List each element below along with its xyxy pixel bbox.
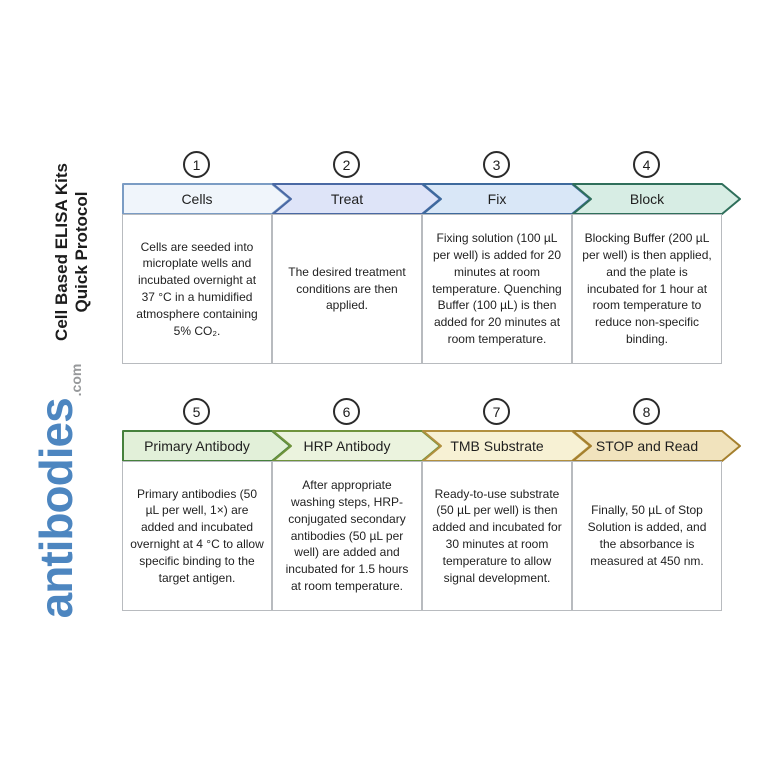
- step-description-box: [572, 214, 722, 364]
- step-number: 4: [642, 156, 651, 173]
- step-label: Block: [629, 191, 665, 207]
- step-number-circle: [333, 151, 360, 178]
- step-description-box: [122, 461, 272, 611]
- brand-suffix: .com: [68, 363, 84, 397]
- step-number-circle: [483, 151, 510, 178]
- step-number-circle: [333, 398, 360, 425]
- step-description: Cells are seeded into microplate wells and incubated overnight at 37 °C in a humidified atmosphere containing 5% CO₂.: [136, 239, 258, 338]
- step-description-box: [572, 461, 722, 611]
- step-label: Fix: [487, 191, 507, 207]
- step-label: STOP and Read: [595, 438, 699, 454]
- step-number: 8: [642, 403, 651, 420]
- step-description: Fixing solution (100 µL per well) is added for 20 minutes at room temperature. Quenching Buffer (100 µL) is then added for 20 minutes at room temperature.: [432, 231, 562, 346]
- step-number: 5: [192, 403, 201, 420]
- step-number-circle: [633, 398, 660, 425]
- protocol-title: [52, 163, 92, 341]
- step-description: Finally, 50 µL of Stop Solution is added, and the absorbance is measured at 450 nm.: [587, 503, 707, 568]
- step-number: 6: [342, 403, 351, 420]
- step-number: 3: [492, 156, 501, 173]
- step-number-circle: [483, 398, 510, 425]
- step-number: 2: [342, 156, 351, 173]
- step-description: The desired treatment conditions are then applied.: [288, 264, 406, 313]
- step-number-circle: [183, 398, 210, 425]
- step-number-circle: [633, 151, 660, 178]
- step-number-circle: [183, 151, 210, 178]
- step-description-box: [272, 214, 422, 364]
- step-label: Treat: [330, 191, 364, 207]
- step-label: Cells: [181, 191, 213, 207]
- step-7-tmb-substrate: [422, 398, 572, 764]
- step-description-box: [422, 214, 572, 364]
- protocol-title-line2: Quick Protocol: [72, 191, 91, 313]
- step-label: Primary Antibody: [144, 438, 250, 454]
- brand-name: antibodies: [30, 398, 82, 619]
- step-number: 1: [192, 156, 201, 173]
- step-description: Ready-to-use substrate (50 µL per well) is then added and incubated for 30 minutes at room temperature to allow signal development.: [432, 486, 562, 585]
- step-description-box: [272, 461, 422, 611]
- step-6-hrp-antibody: [272, 398, 422, 764]
- brand-logo: [29, 364, 83, 619]
- protocol-title-line1: Cell Based ELISA Kits: [51, 163, 71, 341]
- step-label: HRP Antibody: [303, 438, 391, 454]
- step-number: 7: [492, 403, 501, 420]
- step-description: Primary antibodies (50 µL per well, 1×) are added and incubated overnight at 4 °C to allow specific binding to the target antigen.: [130, 486, 264, 585]
- step-description-box: [422, 461, 572, 611]
- step-description: After appropriate washing steps, HRP-conjugated secondary antibodies (50 µL per well) are added and incubated for 1.5 hours at room temperature.: [285, 478, 409, 593]
- step-description: Blocking Buffer (200 µL per well) is then applied, and the plate is incubated for 1 hour at room temperature to reduce non-specific binding.: [582, 231, 712, 346]
- step-5-primary-antibody: [122, 398, 272, 764]
- step-8-stop-and-read: [572, 398, 722, 764]
- step-description-box: [122, 214, 272, 364]
- step-label: TMB Substrate: [450, 438, 544, 454]
